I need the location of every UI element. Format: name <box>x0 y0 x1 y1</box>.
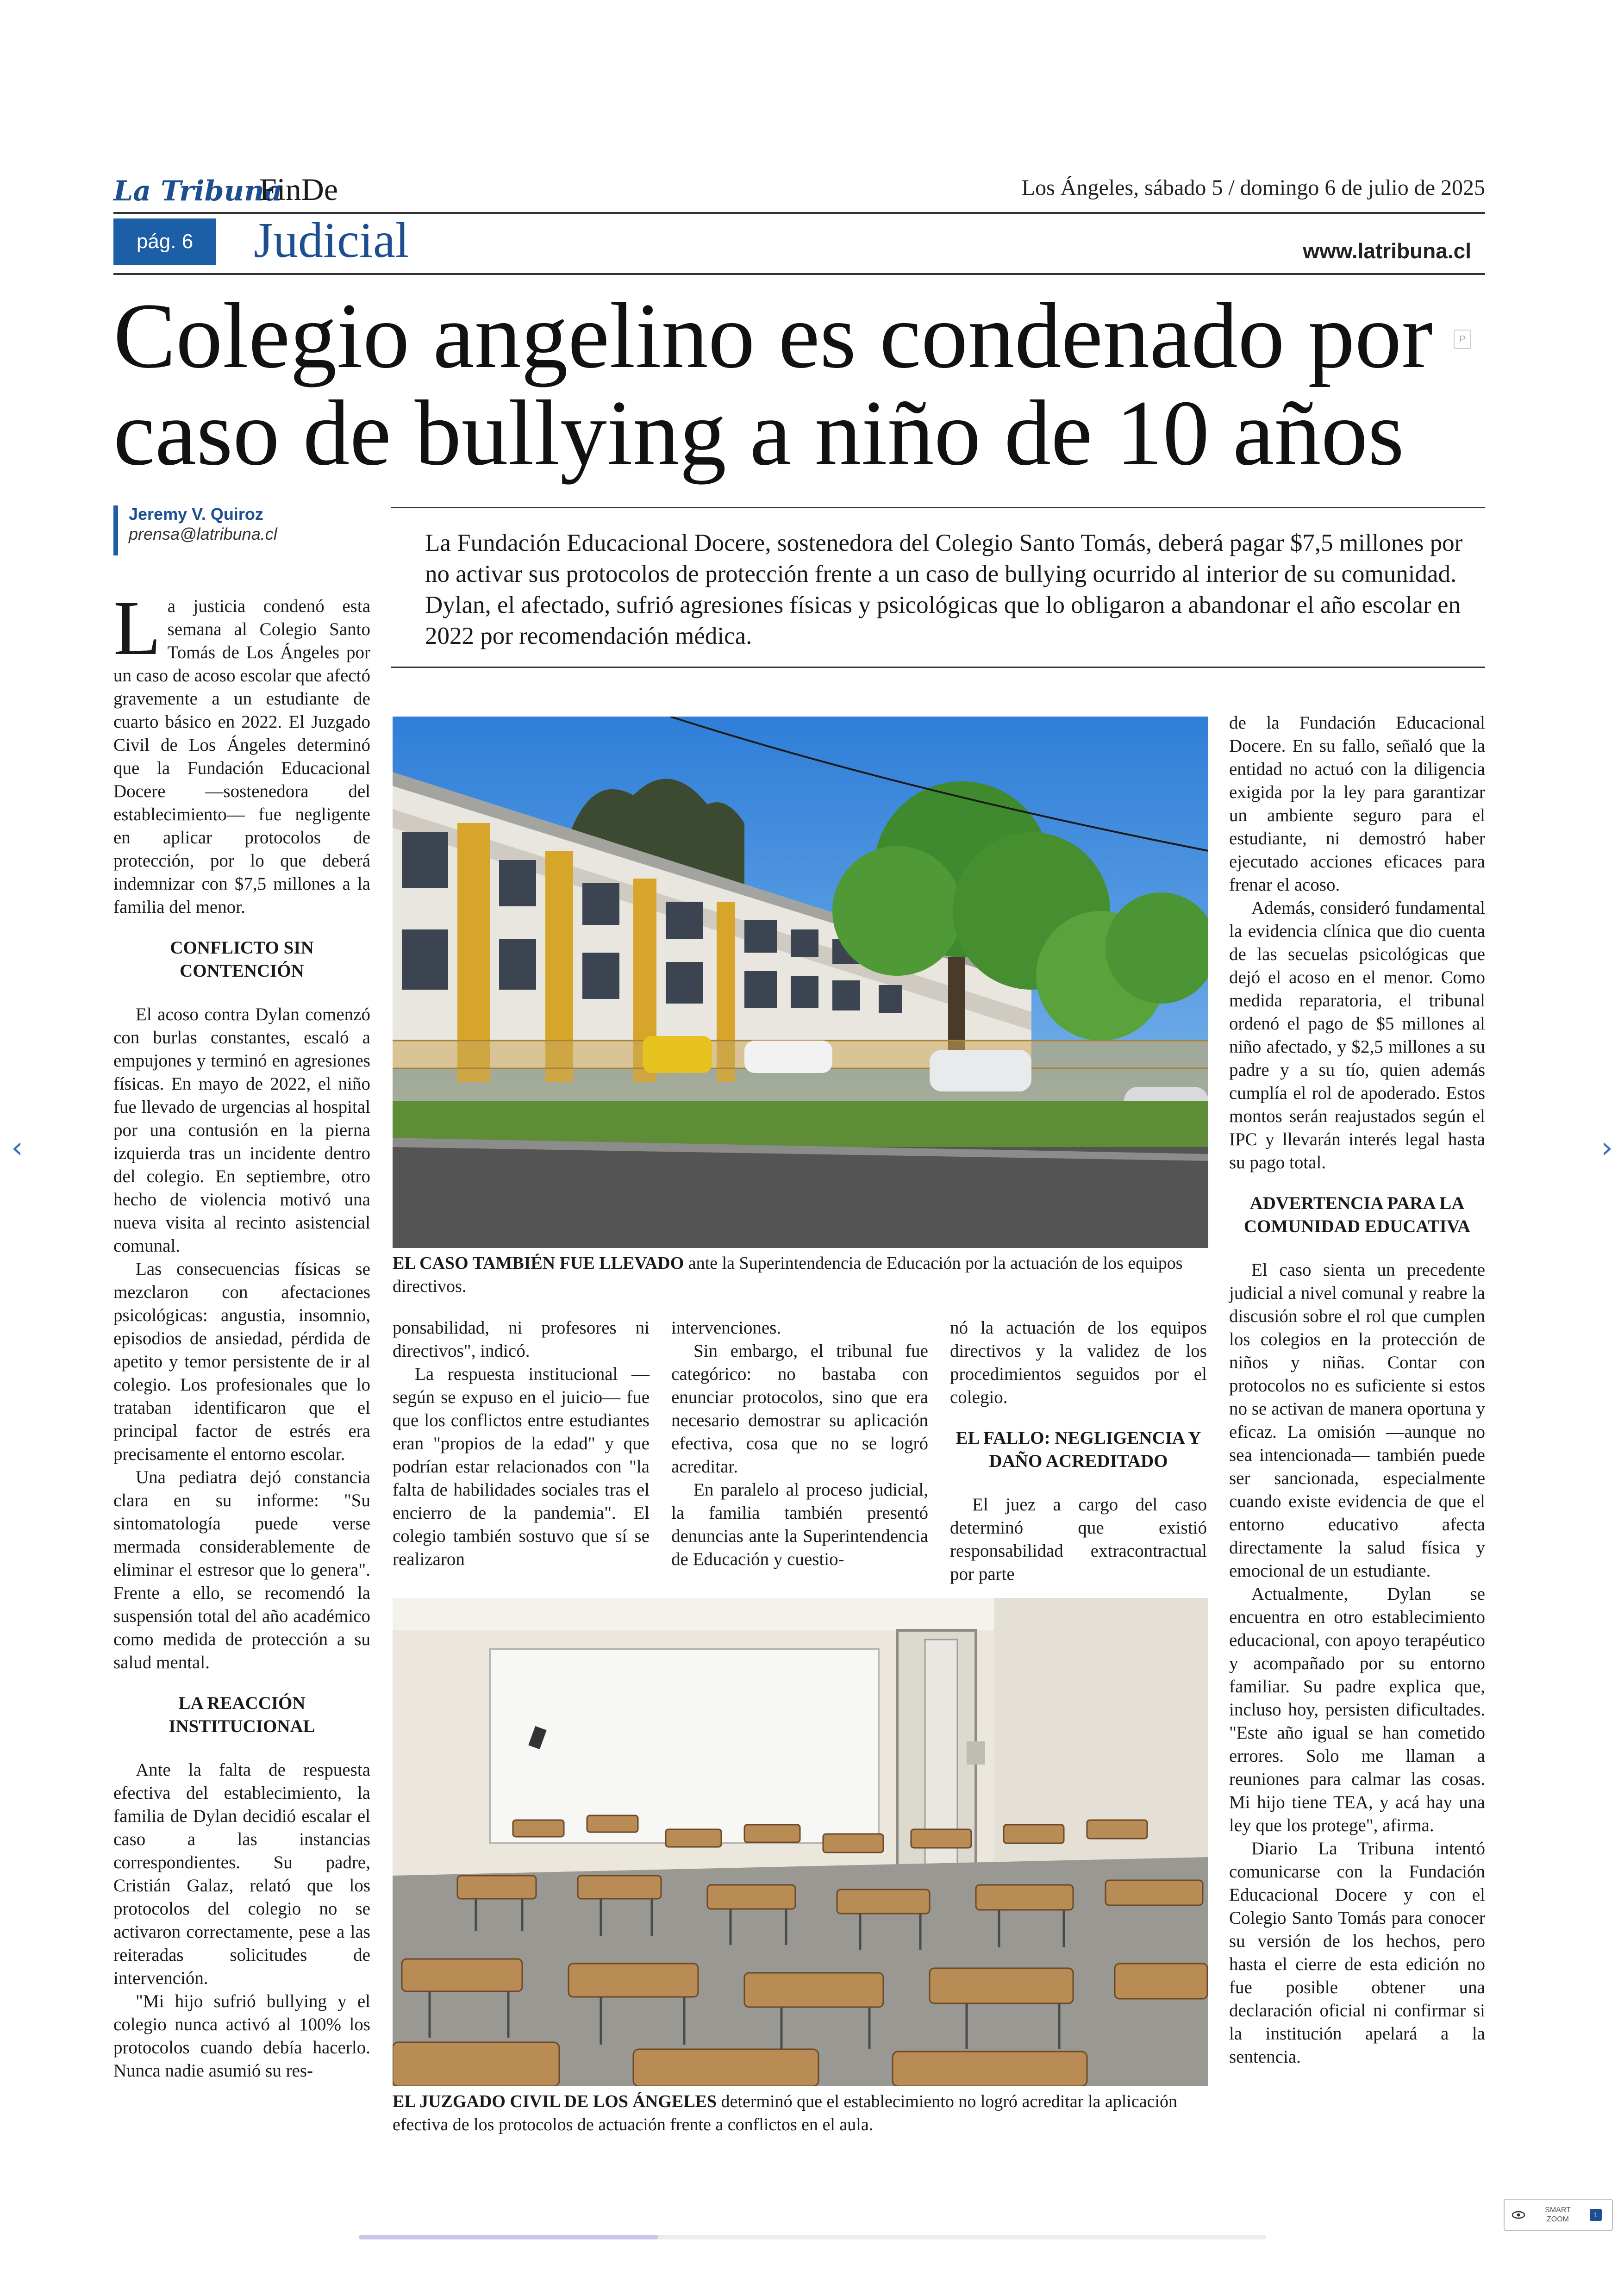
body-paragraph: El juez a cargo del caso determinó que existió responsabilidad extracontractual por parte <box>950 1495 1207 1584</box>
next-page-button[interactable]: › <box>1601 1131 1613 1165</box>
website-url: www.latribuna.cl <box>1303 239 1471 263</box>
photo-caption-2: EL JUZGADO CIVIL DE LOS ÁNGELES determinó que el establecimiento no logró acreditar la aplicación efectiva de los protocolos de actuación frente a conflictos en el aula. <box>393 2092 1178 2134</box>
classroom-image <box>393 1598 1208 2086</box>
column-3 <box>671 1316 928 1571</box>
body-paragraph: intervenciones. <box>671 1318 781 1338</box>
column-2 <box>393 1316 650 1571</box>
page-number-badge: pág. 6 <box>113 218 216 265</box>
lead-rule-top <box>391 507 1485 508</box>
newspaper-logo: La Tribuna <box>113 175 282 207</box>
column-1 <box>113 585 370 2083</box>
body-paragraph: En paralelo al proceso judicial, la familia también presentó denuncias ante la Superintendencia de Educación y cuestio- <box>671 1480 928 1569</box>
school-building-image <box>393 717 1208 1248</box>
lead-rule-bottom <box>391 667 1485 668</box>
byline-email: prensa@latribuna.cl <box>129 524 277 543</box>
column-5 <box>1229 711 1485 2069</box>
body-paragraph: Diario La Tribuna intentó comunicarse con la Fundación Educacional Docere y con el Colegio Santo Tomás para conocer su versión de los hechos, pero hasta el cierre de esta edición no fue posible obtener una declaración oficial ni confirmar si la institución apelará a la sentencia. <box>1229 1839 1485 2067</box>
body-paragraph: Ante la falta de respuesta efectiva del establecimiento, la familia de Dylan decidió escalar el caso a las instancias correspondientes. Su padre, Cristián Galaz, relató que los protocolos del colegio no se activaron correctamente, pese a las reiteradas solicitudes de intervención. <box>113 1760 370 1988</box>
byline-accent-bar <box>113 505 118 555</box>
photo-caption-1: EL CASO TAMBIÉN FUE LLEVADO ante la Superintendencia de Educación por la actuación de los equipos directivos. <box>393 1254 1183 1296</box>
body-paragraph: El caso sienta un precedente judicial a nivel comunal y reabre la discusión sobre el rol que cumplen los colegios en la protección de niños y niñas. Contar con protocolos no es suficiente si estos no se activan de manera oportuna y eficaz. La omisión —aunque no sea intencionada— también puede ser sancionada, especialmente cuando existe evidencia de que el entorno educativo afecta directamente la salud física y emocional de un estudiante. <box>1229 1260 1485 1581</box>
eye-icon <box>1505 2211 1532 2219</box>
body-paragraph: Actualmente, Dylan se encuentra en otro establecimiento educacional, con apoyo terapéutico y acompañado por su entorno familiar. Su padre explica que, incluso hoy, persisten dificultades. "Este año igual se han cometido errores. Solo me llaman a reuniones para calmar las cosas. Mi hijo tiene TEA, y acá hay una ley que los protege", afirma. <box>1229 1584 1485 1835</box>
body-paragraph: Las consecuencias físicas se mezclaron con afectaciones psicológicas: angustia, insomnio, episodios de ansiedad, pérdida de apetito y temor persistente de ir al colegio. Los profesionales que lo trataban identificaron que el principal factor de estrés era precisamente el entorno escolar. <box>113 1259 370 1464</box>
intro-paragraph: La justicia condenó esta semana al Colegio Santo Tomás de Los Ángeles por un caso de acoso escolar que afectó gravemente a un estudiante de cuarto básico en 2022. El Juzgado Civil de Los Ángeles determinó que la Fundación Educacional Docere —sostenedora del establecimiento— fue negligente en aplicar protocolos de protección, por lo que deberá indemnizar con $7,5 millones a la familia del menor. <box>113 585 370 917</box>
body-paragraph: Una pediatra dejó constancia clara en su informe: "Su sintomatología puede verse mermada considerablemente de eliminar el estresor que lo genera". Frente a ello, se recomendó la suspensión total del año académico como medida de protección a su salud mental. <box>113 1467 370 1672</box>
photo-school-building <box>393 717 1208 1248</box>
body-paragraph: Además, consideró fundamental la evidencia clínica que dio cuenta de las secuelas psicológicas que dejó el acoso en el menor. Como medida reparatoria, el tribunal ordenó el pago de $5 millones al niño afectado, y $2,5 millones a su padre y a su tío, quien además cumplía el rol de apoderado. Estos montos serán reajustados según el IPC y llevarán interés legal hasta su pago total. <box>1229 898 1485 1172</box>
body-paragraph: El acoso contra Dylan comenzó con burlas constantes, escaló a empujones y terminó en agresiones físicas. En mayo de 2022, el niño fue llevado de urgencias al hospital por una contusión en la pierna izquierda tras un incidente dentro del colegio. En septiembre, otro hecho de violencia motivó una nueva visita al recinto asistencial comunal. <box>113 1004 370 1256</box>
body-paragraph: La respuesta institucional —según se expuso en el juicio— fue que los conflictos entre estudiantes eran "propios de la edad" y que podrían estar relacionados con "la falta de habilidades sociales tras el encierro de la pandemia". El colegio también sostuvo que sí se realizaron <box>393 1364 650 1569</box>
body-paragraph: "Mi hijo sufrió bullying y el colegio nunca activó al 100% los protocolos cuando debía hacerlo. Nunca nadie asumió su res- <box>113 1991 370 2081</box>
subheading-reaccion: LA REACCIÓN INSTITUCIONAL <box>169 1693 315 1736</box>
corner-mark-icon: P <box>1454 330 1471 349</box>
body-paragraph: nó la actuación de los equipos directivos y la validez de los procedimientos seguidos por el colegio. <box>950 1318 1207 1407</box>
dropcap: L <box>113 585 161 671</box>
subheading-fallo: EL FALLO: NEGLIGENCIA Y DAÑO ACREDITADO <box>956 1428 1201 1471</box>
supplement-name: FinDe <box>259 172 338 207</box>
byline-author: Jeremy V. Quiroz <box>129 505 263 524</box>
body-paragraph: de la Fundación Educacional Docere. En su fallo, señaló que la entidad no actuó con la diligencia exigida por la ley para garantizar un ambiente seguro para el estudiante, ni demostró haber ejecutado acciones eficaces para frenar el acoso. <box>1229 713 1485 895</box>
body-paragraph: ponsabilidad, ni profesores ni directivos", indicó. <box>393 1318 650 1361</box>
subheading-advertencia: ADVERTENCIA PARA LA COMUNIDAD EDUCATIVA <box>1243 1193 1471 1236</box>
section-rule <box>113 273 1485 275</box>
headline: Colegio angelino es condenado por caso de bullying a niño de 10 años <box>113 284 1433 485</box>
previous-page-button[interactable]: ‹ <box>11 1131 23 1165</box>
photo-classroom <box>393 1598 1208 2086</box>
smart-zoom-control[interactable] <box>1504 2199 1613 2231</box>
lead-paragraph: La Fundación Educacional Docere, sostenedora del Colegio Santo Tomás, deberá pagar $7,5 millones por no activar sus protocolos de protección frente a un caso de bullying ocurrido al interior de su comunidad. Dylan, el afectado, sufrió agresiones físicas y psicológicas que lo obligaron a abandonar el año escolar en 2022 por recomendación médica. <box>425 530 1463 649</box>
page-progress-fill <box>359 2235 658 2239</box>
smart-zoom-toggle[interactable]: 1 <box>1590 2209 1602 2221</box>
smart-zoom-label: SMART ZOOM <box>1545 2206 1571 2223</box>
dateline: Los Ángeles, sábado 5 / domingo 6 de julio de 2025 <box>1021 175 1485 200</box>
section-title: Judicial <box>254 213 409 268</box>
column-4 <box>950 1316 1207 1586</box>
body-paragraph: Sin embargo, el tribunal fue categórico: no bastaba con enunciar protocolos, sino que era necesario demostrar su aplicación efectiva, cosa que no se logró acreditar. <box>671 1341 928 1477</box>
subheading-conflicto: CONFLICTO SIN CONTENCIÓN <box>170 938 314 981</box>
